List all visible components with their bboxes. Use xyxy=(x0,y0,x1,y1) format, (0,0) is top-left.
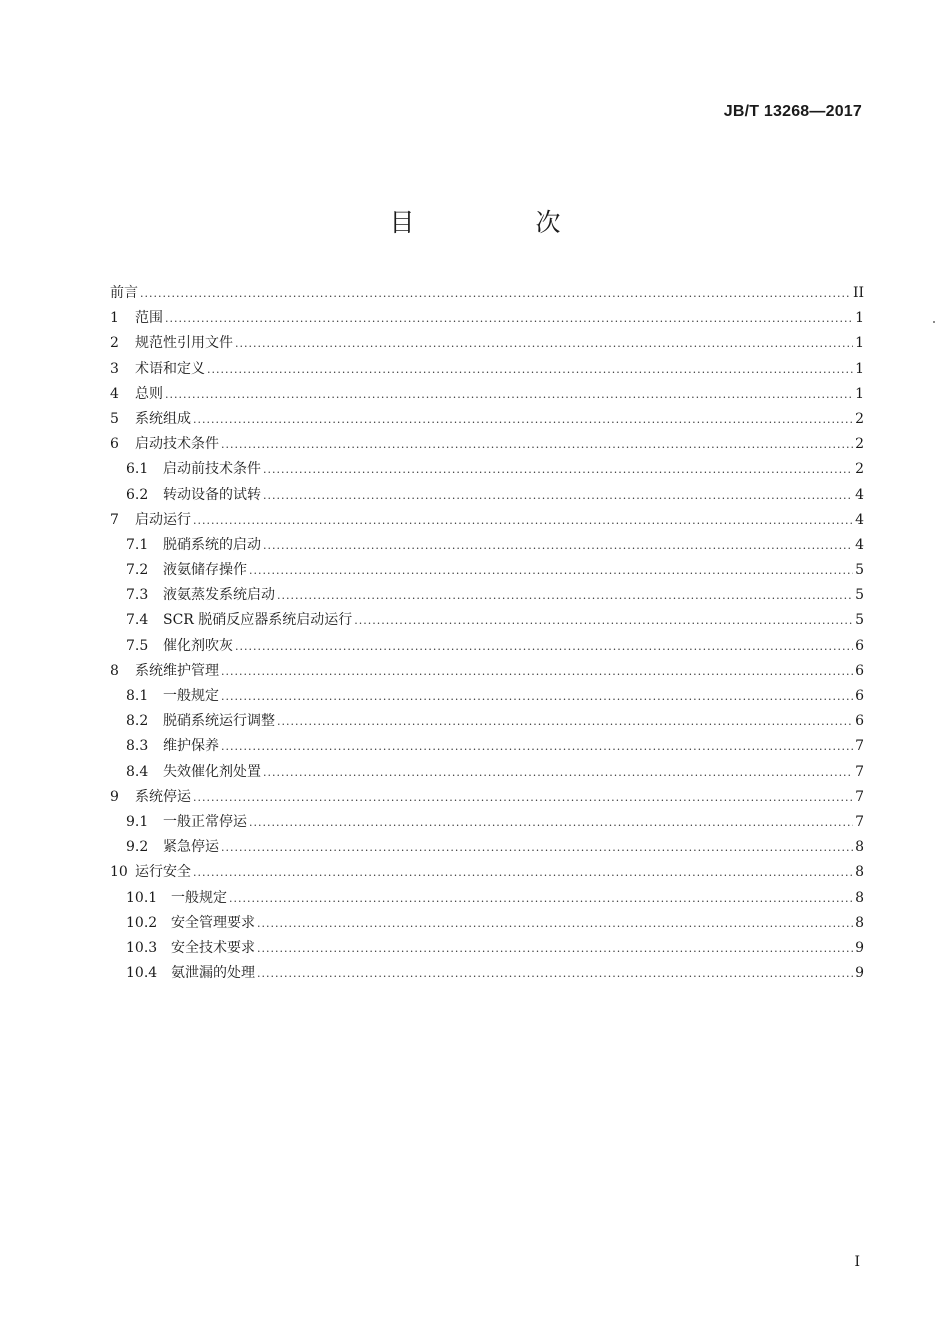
toc-entry-label: 系统组成 xyxy=(135,410,191,427)
toc-entry[interactable] xyxy=(110,534,864,559)
toc-entry[interactable] xyxy=(110,836,864,861)
toc-leader-dots xyxy=(263,539,853,552)
standard-code: JB/T 13268—2017 xyxy=(723,103,862,120)
toc-entry[interactable] xyxy=(110,937,864,962)
toc-entry-page: 1 xyxy=(855,335,864,352)
toc-entry[interactable] xyxy=(110,962,864,987)
toc-entry-label: 紧急停运 xyxy=(163,839,219,856)
toc-leader-dots xyxy=(257,967,853,980)
toc-entry-label: 范围 xyxy=(135,310,163,327)
toc-entry-number: 9.1 xyxy=(126,813,149,830)
toc-entry-page: 5 xyxy=(855,612,864,629)
toc-entry[interactable] xyxy=(110,861,864,886)
toc-entry-number: 8.1 xyxy=(126,688,149,704)
toc-entry-page: 7 xyxy=(855,813,864,830)
toc-entry-page: 7 xyxy=(855,738,864,755)
toc-entry[interactable] xyxy=(110,332,864,357)
toc-entry-label: 启动运行 xyxy=(135,511,191,528)
toc-entry-number: 7.1 xyxy=(126,536,149,553)
toc-entry-page: II xyxy=(852,285,864,301)
toc-leader-dots xyxy=(165,312,853,325)
toc-leader-dots xyxy=(229,892,853,905)
toc-entry[interactable] xyxy=(110,282,864,307)
toc-leader-dots xyxy=(235,337,853,350)
toc-entry-label: 系统维护管理 xyxy=(135,662,219,679)
toc-entry-page: 7 xyxy=(855,763,864,780)
toc-entry[interactable] xyxy=(110,584,864,609)
toc-entry-number: 9 xyxy=(110,788,119,805)
toc-entry-label: 总则 xyxy=(135,385,163,402)
toc-entry-page: 4 xyxy=(855,511,864,528)
toc-entry-label: SCR 脱硝反应器系统启动运行 xyxy=(163,612,353,629)
toc-entry-label: 安全管理要求 xyxy=(171,914,255,931)
toc-entry-label: 液氨储存操作 xyxy=(163,562,247,579)
toc-entry-label: 催化剂吹灰 xyxy=(163,637,233,654)
toc-entry[interactable] xyxy=(110,383,864,408)
toc-entry[interactable] xyxy=(110,912,864,937)
toc-leader-dots xyxy=(235,640,853,653)
toc-entry-page: 6 xyxy=(855,688,864,704)
toc-entry-page: 8 xyxy=(855,839,864,856)
toc-entry[interactable] xyxy=(110,761,864,786)
toc-entry-page: 1 xyxy=(855,360,864,377)
toc-leader-dots xyxy=(277,589,853,602)
toc-leader-dots xyxy=(221,841,853,854)
toc-entry-page: 2 xyxy=(855,410,864,427)
toc-entry-label: 术语和定义 xyxy=(135,360,205,377)
toc-entry-number: 7.3 xyxy=(126,587,149,604)
toc-entry-label: 规范性引用文件 xyxy=(135,335,233,352)
toc-entry-number: 5 xyxy=(110,410,119,427)
toc-entry[interactable] xyxy=(110,660,864,685)
toc-leader-dots xyxy=(277,715,853,728)
toc-entry-page: 8 xyxy=(855,889,864,906)
toc-entry-number: 7.4 xyxy=(126,612,149,629)
toc-entry-label: 一般规定 xyxy=(171,889,227,906)
toc-entry-page: 9 xyxy=(855,965,864,982)
toc-entry-number: 1 xyxy=(110,310,119,327)
toc-entry-page: 4 xyxy=(855,536,864,553)
toc-entry-page: 8 xyxy=(855,864,864,881)
toc-entry-page: 6 xyxy=(855,662,864,679)
scan-speck xyxy=(933,321,935,323)
toc-entry-number: 7.5 xyxy=(126,637,149,654)
toc-entry-number: 10.4 xyxy=(126,965,158,982)
toc-entry[interactable] xyxy=(110,735,864,760)
toc-leader-dots xyxy=(257,917,853,930)
toc-entry-number: 7.2 xyxy=(126,562,149,579)
toc-leader-dots xyxy=(193,514,853,527)
toc-entry[interactable] xyxy=(110,358,864,383)
toc-entry-number: 8.3 xyxy=(126,738,149,755)
toc-entry[interactable] xyxy=(110,710,864,735)
toc-entry-number: 10.1 xyxy=(126,889,158,906)
table-of-contents xyxy=(110,282,864,987)
toc-leader-dots xyxy=(354,614,853,627)
toc-entry-number: 8 xyxy=(110,662,119,679)
toc-entry[interactable] xyxy=(110,484,864,509)
toc-entry-number: 8.2 xyxy=(126,713,149,730)
toc-leader-dots xyxy=(263,766,853,779)
toc-entry-number: 10.2 xyxy=(126,914,158,931)
toc-entry[interactable] xyxy=(110,307,864,332)
toc-entry-label: 前言 xyxy=(110,285,138,301)
toc-entry-number: 3 xyxy=(110,360,119,377)
toc-entry[interactable] xyxy=(110,786,864,811)
toc-entry[interactable] xyxy=(110,685,864,710)
toc-leader-dots xyxy=(165,388,853,401)
toc-entry-label: 失效催化剂处置 xyxy=(163,763,261,780)
toc-entry[interactable] xyxy=(110,509,864,534)
toc-entry-page: 7 xyxy=(855,788,864,805)
toc-entry[interactable] xyxy=(110,458,864,483)
toc-title: 目 次 xyxy=(389,208,609,237)
toc-entry[interactable] xyxy=(110,433,864,458)
toc-entry-label: 维护保养 xyxy=(163,738,219,755)
toc-entry-label: 转动设备的试转 xyxy=(163,486,261,503)
toc-entry-label: 启动前技术条件 xyxy=(163,461,261,478)
toc-leader-dots xyxy=(263,489,853,502)
toc-entry[interactable] xyxy=(110,811,864,836)
toc-entry-page: 4 xyxy=(855,486,864,503)
toc-leader-dots xyxy=(221,438,853,451)
toc-entry-label: 脱硝系统运行调整 xyxy=(163,713,275,730)
toc-leader-dots xyxy=(221,740,853,753)
toc-leader-dots xyxy=(249,564,853,577)
toc-entry-label: 氨泄漏的处理 xyxy=(171,965,255,982)
toc-entry-label: 安全技术要求 xyxy=(171,939,255,956)
toc-entry-page: 9 xyxy=(855,939,864,956)
toc-entry-page: 2 xyxy=(855,436,864,453)
toc-leader-dots xyxy=(221,690,853,703)
toc-leader-dots xyxy=(193,413,853,426)
toc-entry-label: 一般正常停运 xyxy=(163,813,247,830)
toc-leader-dots xyxy=(263,463,853,476)
toc-entry-number: 6.2 xyxy=(126,486,149,503)
toc-entry-number: 10 xyxy=(110,864,128,881)
toc-entry-label: 启动技术条件 xyxy=(135,436,219,453)
toc-entry[interactable] xyxy=(110,887,864,912)
toc-leader-dots xyxy=(257,942,853,955)
toc-leader-dots xyxy=(221,665,853,678)
toc-entry-number: 7 xyxy=(110,511,119,528)
toc-entry[interactable] xyxy=(110,635,864,660)
toc-entry-page: 5 xyxy=(855,587,864,604)
toc-leader-dots xyxy=(193,866,853,879)
toc-entry-number: 9.2 xyxy=(126,839,149,856)
toc-leader-dots xyxy=(140,287,851,300)
toc-entry-number: 10.3 xyxy=(126,939,158,956)
toc-entry-page: 6 xyxy=(855,637,864,654)
toc-entry[interactable] xyxy=(110,609,864,634)
toc-leader-dots xyxy=(207,363,853,376)
toc-entry-page: 6 xyxy=(855,713,864,730)
toc-entry-number: 6.1 xyxy=(126,461,149,478)
toc-entry[interactable] xyxy=(110,408,864,433)
toc-entry-page: 5 xyxy=(855,562,864,579)
toc-entry-number: 6 xyxy=(110,436,119,453)
toc-entry[interactable] xyxy=(110,559,864,584)
toc-entry-number: 2 xyxy=(110,335,119,352)
toc-entry-page: 8 xyxy=(855,914,864,931)
toc-entry-number: 8.4 xyxy=(126,763,149,780)
toc-entry-label: 脱硝系统的启动 xyxy=(163,536,261,553)
page-number: I xyxy=(854,1254,860,1270)
toc-entry-label: 一般规定 xyxy=(163,688,219,704)
toc-entry-label: 运行安全 xyxy=(135,864,191,881)
toc-entry-page: 1 xyxy=(855,385,864,402)
toc-entry-page: 2 xyxy=(855,461,864,478)
toc-entry-label: 系统停运 xyxy=(135,788,191,805)
toc-entry-page: 1 xyxy=(855,310,864,327)
toc-entry-label: 液氨蒸发系统启动 xyxy=(163,587,275,604)
toc-leader-dots xyxy=(193,791,853,804)
toc-leader-dots xyxy=(249,816,853,829)
toc-entry-number: 4 xyxy=(110,385,119,402)
